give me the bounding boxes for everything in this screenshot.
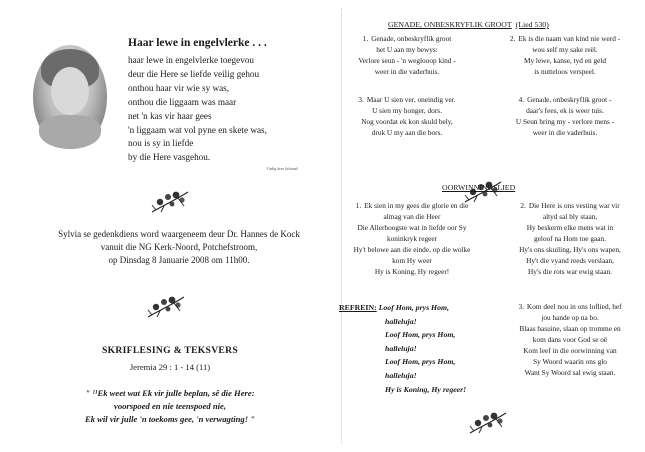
song1-stanza-4: 4. Genade, onbeskryflik groot - daar's fees, ek is weer tuis. U Seun bring my - verlore mens - weer in die vaderhuis. — [515, 95, 615, 137]
poem — [128, 54, 267, 165]
poem-title: Haar lewe in engelvlerke . . . — [128, 37, 267, 49]
song1-stanza-1: 1. Genade, onbeskryflik groot het U aan my bewys: Verlore seun - 'n weglooop kind - weer in die vaderhuis. — [358, 34, 456, 76]
poem-line: 'n liggaam wat vol pyne en skete was, — [128, 124, 267, 135]
portrait-photo — [33, 45, 107, 149]
poem-line: by die Here vasgehou. — [128, 152, 211, 163]
song1-stanza-2: 2. Ek is die naam van kind nie werd - wou self my sake reël. My lewe, kanse, tyd en geld is nutteloos verspeel. — [509, 34, 621, 76]
song2-title: OORWINNINGSLIED — [442, 183, 516, 192]
quote-line: " ¹¹Ek weet wat Ek vir julle beplan, sê die Here: — [85, 388, 255, 398]
song2-stanza-2: 2. Die Here is ons vesting war vir altyd sal bly staan, Hy beskerm elke mens wat in geloof na Hom toe gaan. Hy's ons skuiling, Hy's ons wapen, Hy't die vyand reeds verslaan, Hy's die rots war ewig staan. — [519, 201, 621, 276]
notice-line: op Dinsdag 8 Januarie 2008 om 11h00. — [108, 255, 250, 265]
poem-line: net 'n kas vir haar gees — [128, 110, 212, 121]
refrain: REFREIN: Loof Hom, prys Hom, halleluja! Loof Hom, prys Hom, halleluja! Loof Hom, prys Hom, halleluja! Hy is Koning, Hy regeer! — [339, 303, 467, 394]
quote-line: voorspoed en nie teenspoed nie, — [114, 401, 226, 411]
notice-line: vanuit die NG Kerk-Noord, Potchefstroom, — [100, 242, 258, 252]
song1-stanza-3: 3. Maar U sien ver, oneindig ver. U sien my honger, dors. Nog voordat ek kon skuld bely, druk U my aan die bors. — [358, 95, 456, 137]
flower-ornament-icon — [466, 407, 510, 437]
song1-tune: (Lied 530) — [515, 20, 549, 29]
reading-heading: SKRIFLESING & TEKSVERS — [102, 345, 238, 356]
song2-stanza-3: 3. Kom deel nou in ons loflied, hef jou hande op na bo. Blaas basuine, slaan op tromme en kom dans voor God se oë Kom leef in die oorwinning van Sy Woord waarin ons glo Want Sy Woord sal ewig staan. — [518, 302, 622, 377]
notice-line: Sylvia se gedenkdiens word waargeneem deur Dr. Hannes de Kock — [58, 229, 300, 239]
scripture-quote — [40, 387, 300, 426]
poem-line: onthou die liggaam was maar — [128, 96, 237, 107]
poem-credit: Gedig deur Sybrand — [267, 167, 298, 171]
service-notice — [20, 228, 338, 267]
reading-reference: Jeremia 29 : 1 - 14 (11) — [129, 362, 211, 372]
song1-title: GENADE, ONBESKRYFLIK GROOT — [388, 20, 512, 29]
poem-line: nou is sy in liefde — [128, 138, 194, 149]
poem-line: onthou haar vir wie sy was, — [128, 82, 230, 93]
flower-ornament-icon — [144, 291, 188, 321]
poem-line: haar lewe in engelvlerke toegevou — [128, 55, 255, 65]
flower-ornament-icon — [148, 186, 192, 216]
song2-stanza-1: 1. Ek sien in my gees die glorie en die almag van die Heer Die Allerhoogste wat in liefde oor Sy koninkryk regeer Hy't belowe aan die einde, op die wolke kom Hy weer Hy is Koning, Hy regeer! — [353, 201, 471, 276]
poem-line: deur die Here se liefde veilig gehou — [128, 68, 260, 79]
song1-heading — [388, 14, 549, 32]
quote-line: Ek wil vir julle 'n toekoms gee, 'n verwagting! " — [85, 414, 255, 424]
refrain-label: REFREIN: — [339, 303, 377, 312]
